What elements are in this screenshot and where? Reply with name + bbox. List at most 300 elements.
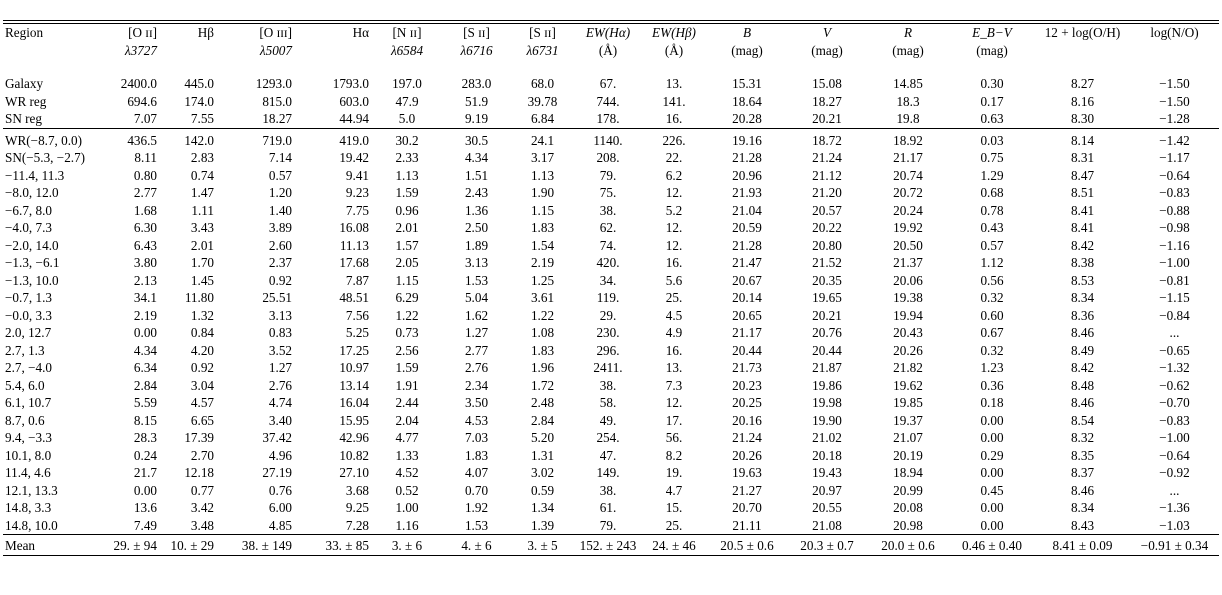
row-label: 11.4, 4.6 bbox=[5, 465, 51, 480]
table-cell: 0.76 bbox=[268, 482, 292, 498]
column-subheader: (mag) bbox=[731, 42, 763, 58]
table-cell: 0.00 bbox=[980, 500, 1004, 515]
table-row bbox=[3, 254, 1219, 272]
table-cell: 27.10 bbox=[339, 465, 369, 480]
table-cell: 0.32 bbox=[980, 342, 1004, 358]
table-cell: 20.55 bbox=[812, 500, 842, 515]
table-row bbox=[3, 110, 1219, 128]
table-cell: 1.89 bbox=[464, 237, 489, 253]
table-cell: 21.08 bbox=[812, 517, 842, 533]
table-cell: −0.64 bbox=[1159, 447, 1190, 463]
table-cell: 0.24 bbox=[133, 447, 157, 463]
table-cell: 1.83 bbox=[530, 342, 555, 358]
table-cell: 16. bbox=[665, 342, 683, 358]
table-cell: −1.50 bbox=[1159, 93, 1190, 109]
table-cell: 38. bbox=[599, 202, 617, 218]
table-cell: 20.5 ± 0.6 bbox=[707, 535, 787, 556]
table-cell: 0.36 bbox=[980, 377, 1004, 393]
table-cell: −1.00 bbox=[1159, 430, 1190, 445]
table-cell: 815.0 bbox=[262, 93, 292, 109]
table-row bbox=[3, 93, 1219, 111]
table-cell: 3.89 bbox=[268, 220, 292, 235]
table-cell: 1.31 bbox=[530, 447, 555, 463]
table-cell: 20.59 bbox=[732, 220, 762, 235]
table-cell: 19.86 bbox=[812, 377, 842, 393]
table-cell: 18.94 bbox=[893, 465, 923, 480]
table-cell: 15.31 bbox=[732, 76, 762, 91]
table-cell: 20.35 bbox=[812, 272, 842, 288]
table-cell: 21.11 bbox=[732, 517, 762, 533]
table-cell: 0.92 bbox=[268, 272, 292, 288]
table-cell: 8.41 bbox=[1070, 220, 1095, 235]
column-header: [S ɪɪ] bbox=[529, 25, 556, 40]
table-cell: 8.46 bbox=[1070, 482, 1095, 498]
table-cell: 4.96 bbox=[268, 447, 292, 463]
table-cell: 0.32 bbox=[980, 290, 1004, 305]
table-cell: 67. bbox=[599, 76, 617, 91]
table-cell: 1.72 bbox=[530, 377, 555, 393]
row-label: −11.4, 11.3 bbox=[5, 167, 65, 183]
table-cell: −0.91 ± 0.34 bbox=[1130, 535, 1219, 556]
table-cell: 445.0 bbox=[184, 76, 214, 91]
table-cell: 2.83 bbox=[190, 150, 214, 165]
table-cell: 1.83 bbox=[530, 220, 555, 235]
table-cell: 21.93 bbox=[732, 185, 762, 200]
table-cell: 3.68 bbox=[345, 482, 369, 498]
table-cell: 20.67 bbox=[732, 272, 762, 288]
table-cell: 1.12 bbox=[980, 255, 1004, 270]
table-cell: 15.95 bbox=[339, 412, 369, 428]
table-cell: 0.17 bbox=[980, 93, 1004, 109]
table-cell: 19.42 bbox=[339, 150, 369, 165]
row-label: −1.3, 10.0 bbox=[5, 272, 59, 288]
table-cell: 4.77 bbox=[395, 430, 419, 445]
table-cell: 21.04 bbox=[732, 202, 762, 218]
table-cell: 0.73 bbox=[395, 325, 419, 340]
table-cell: 2.56 bbox=[395, 342, 419, 358]
table-cell: 8.32 bbox=[1070, 430, 1095, 445]
table-cell: 3.50 bbox=[464, 395, 489, 410]
table-cell: 48.51 bbox=[339, 290, 369, 305]
table-cell: 8.51 bbox=[1070, 185, 1095, 200]
table-cell: 4.57 bbox=[190, 395, 214, 410]
table-cell: 4.7 bbox=[665, 482, 683, 498]
table-cell: 1.11 bbox=[191, 202, 214, 218]
table-cell: 29. bbox=[599, 307, 617, 323]
table-cell: 20.0 ± 0.6 bbox=[867, 535, 949, 556]
table-cell: 0.70 bbox=[464, 482, 489, 498]
table-row bbox=[3, 324, 1219, 342]
table-cell: 2.48 bbox=[530, 395, 555, 410]
table-cell: 8.16 bbox=[1070, 93, 1095, 109]
table-cell: 20.44 bbox=[812, 342, 842, 358]
table-row bbox=[3, 412, 1219, 430]
table-row bbox=[3, 482, 1219, 500]
table-cell: 38. bbox=[599, 377, 617, 393]
table-cell: 17.68 bbox=[339, 255, 369, 270]
table-row bbox=[3, 447, 1219, 465]
column-subheader: λ6716 bbox=[460, 42, 493, 58]
column-subheader: λ3727 bbox=[124, 42, 157, 58]
table-cell: 11.80 bbox=[184, 290, 214, 305]
row-label: Galaxy bbox=[5, 76, 44, 91]
table-cell: 0.83 bbox=[268, 325, 292, 340]
table-cell: 19.43 bbox=[812, 465, 842, 480]
table-cell: 18.64 bbox=[732, 93, 762, 109]
row-label: −4.0, 7.3 bbox=[5, 220, 52, 235]
table-cell: 3.52 bbox=[268, 342, 292, 358]
table-cell: 8.14 bbox=[1035, 128, 1130, 149]
table-cell: 8.35 bbox=[1070, 447, 1095, 463]
column-subheader: λ5007 bbox=[259, 42, 292, 58]
table-cell: 16.08 bbox=[339, 220, 369, 235]
table-cell: 22. bbox=[665, 150, 683, 165]
row-label: SN reg bbox=[5, 111, 42, 126]
table-cell: 6.65 bbox=[190, 412, 214, 428]
table-cell: 1.23 bbox=[980, 360, 1004, 375]
table-cell: 5.0 bbox=[398, 111, 416, 126]
table-cell: 13.6 bbox=[133, 500, 157, 515]
column-header: B bbox=[742, 25, 752, 40]
row-label: 9.4, −3.3 bbox=[5, 430, 52, 445]
table-cell: 1140. bbox=[575, 128, 641, 149]
table-cell: −0.81 bbox=[1159, 272, 1190, 288]
table-cell: 12. bbox=[665, 220, 683, 235]
table-cell: 20.74 bbox=[893, 167, 923, 183]
table-cell: 0.00 bbox=[980, 517, 1004, 533]
table-cell: 8.46 bbox=[1070, 395, 1095, 410]
table-cell: 1.68 bbox=[133, 202, 157, 218]
table-row bbox=[3, 307, 1219, 325]
table-cell: 21.87 bbox=[812, 360, 842, 375]
table-cell: 1.39 bbox=[530, 517, 555, 533]
table-cell: 208. bbox=[596, 150, 620, 165]
table-cell: 21.52 bbox=[812, 255, 842, 270]
table-cell: 2.34 bbox=[464, 377, 489, 393]
table-cell: 8.47 bbox=[1070, 167, 1095, 183]
table-cell: 21.24 bbox=[732, 430, 762, 445]
table-cell: −1.17 bbox=[1159, 150, 1190, 165]
table-cell: 16.04 bbox=[339, 395, 369, 410]
table-cell: 1.70 bbox=[190, 255, 214, 270]
table-cell: 18.27 bbox=[262, 111, 292, 126]
table-cell: −1.00 bbox=[1159, 255, 1190, 270]
table-cell: 5.2 bbox=[665, 202, 683, 218]
table-cell: 20.21 bbox=[812, 307, 842, 323]
column-subheader: λ6731 bbox=[526, 42, 559, 58]
table-cell: 8.49 bbox=[1070, 342, 1095, 358]
table-cell: 12. bbox=[665, 237, 683, 253]
table-cell: 7.55 bbox=[190, 111, 214, 126]
table-cell: 6.34 bbox=[133, 360, 157, 375]
table-cell: 20.26 bbox=[732, 447, 762, 463]
column-header: R bbox=[903, 25, 913, 40]
table-cell: 226. bbox=[641, 128, 707, 149]
table-cell: 1.47 bbox=[190, 185, 214, 200]
table-row bbox=[3, 167, 1219, 185]
table-cell: 1.45 bbox=[190, 272, 214, 288]
table-row bbox=[3, 219, 1219, 237]
table-cell: 20.28 bbox=[732, 111, 762, 126]
table-cell: −0.64 bbox=[1159, 167, 1190, 183]
table-cell: 8.48 bbox=[1070, 377, 1095, 393]
table-cell: 20.44 bbox=[732, 342, 762, 358]
table-cell: 34. bbox=[599, 272, 617, 288]
table-cell: 8.41 bbox=[1070, 202, 1095, 218]
table-cell: 68.0 bbox=[530, 76, 555, 91]
column-subheader bbox=[159, 42, 216, 68]
table-cell: 4.20 bbox=[190, 342, 214, 358]
table-cell: 21.82 bbox=[893, 360, 923, 375]
table-row bbox=[3, 67, 1219, 93]
table-row bbox=[3, 394, 1219, 412]
table-cell: 2.76 bbox=[268, 377, 292, 393]
table-cell: 1.54 bbox=[530, 237, 555, 253]
table-cell: 19.8 bbox=[896, 111, 920, 126]
row-label: 12.1, 13.3 bbox=[5, 482, 58, 498]
table-cell: 2.76 bbox=[464, 360, 489, 375]
table-cell: 3. ± 6 bbox=[371, 535, 443, 556]
table-cell: 2.77 bbox=[133, 185, 157, 200]
table-cell: 0.78 bbox=[980, 202, 1004, 218]
table-cell: 4.74 bbox=[268, 395, 292, 410]
table-cell: −0.65 bbox=[1159, 342, 1190, 358]
table-cell: 0.03 bbox=[949, 128, 1035, 149]
table-cell: 20.80 bbox=[812, 237, 842, 253]
column-header: EW(Hα) bbox=[585, 25, 631, 40]
mean-section bbox=[3, 535, 1219, 556]
table-cell: 7.49 bbox=[133, 517, 157, 533]
table-cell: 2.37 bbox=[268, 255, 292, 270]
table-cell: −0.88 bbox=[1159, 202, 1190, 218]
table-cell: ... bbox=[1169, 325, 1180, 340]
table-cell: 1.96 bbox=[530, 360, 555, 375]
row-label: −0.7, 1.3 bbox=[5, 290, 52, 305]
table-cell: 17. bbox=[665, 412, 683, 428]
table-cell: 1.33 bbox=[395, 447, 419, 463]
column-header: Hβ bbox=[197, 25, 214, 40]
table-cell: 0.75 bbox=[980, 150, 1004, 165]
table-cell: 1.15 bbox=[395, 272, 419, 288]
table-cell: 0.68 bbox=[980, 185, 1004, 200]
table-cell: 15.08 bbox=[812, 76, 842, 91]
table-cell: 4.85 bbox=[268, 517, 292, 533]
table-cell: 20.18 bbox=[812, 447, 842, 463]
table-cell: 25.51 bbox=[262, 290, 292, 305]
table-cell: 29. ± 94 bbox=[107, 535, 159, 556]
table-cell: 1.20 bbox=[268, 185, 292, 200]
table-cell: 21.12 bbox=[812, 167, 842, 183]
table-cell: 38. bbox=[599, 482, 617, 498]
table-cell: 2.05 bbox=[395, 255, 419, 270]
table-cell: 0.84 bbox=[190, 325, 214, 340]
regions-section bbox=[3, 128, 1219, 535]
table-cell: 20.23 bbox=[732, 377, 762, 393]
table-cell: 20.3 ± 0.7 bbox=[787, 535, 867, 556]
table-cell: 20.22 bbox=[812, 220, 842, 235]
row-label: 5.4, 6.0 bbox=[5, 377, 45, 393]
table-cell: 17.39 bbox=[184, 430, 214, 445]
table-cell: 8.34 bbox=[1070, 290, 1095, 305]
table-cell: 1.57 bbox=[395, 237, 419, 253]
table-cell: 20.50 bbox=[893, 237, 923, 253]
table-cell: 197.0 bbox=[392, 76, 422, 91]
table-cell: 30.5 bbox=[443, 128, 510, 149]
table-cell: 20.24 bbox=[893, 202, 923, 218]
table-cell: 0.57 bbox=[268, 167, 292, 183]
table-cell: 8.41 ± 0.09 bbox=[1035, 535, 1130, 556]
table-cell: 1.62 bbox=[464, 307, 489, 323]
table-cell: 5.6 bbox=[665, 272, 683, 288]
table-row bbox=[3, 128, 1219, 149]
table-cell: 8.37 bbox=[1070, 465, 1095, 480]
table-cell: 3.42 bbox=[190, 500, 214, 515]
table-cell: 20.08 bbox=[893, 500, 923, 515]
table-cell: 7.28 bbox=[345, 517, 369, 533]
table-cell: 20.96 bbox=[732, 167, 762, 183]
table-cell: 19. bbox=[665, 465, 683, 480]
table-cell: 296. bbox=[596, 342, 620, 358]
table-cell: 436.5 bbox=[107, 128, 159, 149]
column-subheader: (mag) bbox=[892, 42, 924, 58]
table-cell: 6.00 bbox=[268, 500, 292, 515]
table-cell: 0.67 bbox=[980, 325, 1004, 340]
table-cell: −1.03 bbox=[1159, 517, 1190, 533]
table-cell: 719.0 bbox=[216, 128, 294, 149]
table-cell: 1.27 bbox=[464, 325, 489, 340]
table-cell: 20.72 bbox=[893, 185, 923, 200]
table-cell: 1.36 bbox=[464, 202, 489, 218]
table-cell: −1.28 bbox=[1159, 111, 1190, 126]
table-cell: 8.46 bbox=[1070, 325, 1095, 340]
table-row bbox=[3, 429, 1219, 447]
table-cell: 18.92 bbox=[867, 128, 949, 149]
table-cell: 1.22 bbox=[395, 307, 419, 323]
table-cell: 3.13 bbox=[464, 255, 489, 270]
table-cell: 0.00 bbox=[980, 430, 1004, 445]
table-header bbox=[3, 20, 1219, 67]
table-cell: 20.98 bbox=[893, 517, 923, 533]
row-label: −1.3, −6.1 bbox=[5, 255, 60, 270]
table-cell: 1.40 bbox=[268, 202, 292, 218]
table-cell: 1.08 bbox=[530, 325, 555, 340]
table-cell: 17.25 bbox=[339, 342, 369, 358]
table-cell: 3.04 bbox=[190, 377, 214, 393]
table-cell: 49. bbox=[599, 412, 617, 428]
table-cell: 1793.0 bbox=[332, 76, 369, 91]
table-cell: 33. ± 85 bbox=[294, 535, 371, 556]
column-header: [O ɪɪɪ] bbox=[259, 25, 292, 40]
table-cell: 1.32 bbox=[190, 307, 214, 323]
table-cell: 2.43 bbox=[464, 185, 489, 200]
table-cell: 1.13 bbox=[530, 167, 555, 183]
row-label: WR reg bbox=[5, 93, 47, 109]
table-cell: 18.3 bbox=[896, 93, 920, 109]
table-cell: 1.00 bbox=[395, 500, 419, 515]
table-cell: 7.07 bbox=[133, 111, 157, 126]
table-cell: 19.65 bbox=[812, 290, 842, 305]
table-cell: 19.62 bbox=[893, 377, 923, 393]
table-cell: 20.16 bbox=[732, 412, 762, 428]
table-cell: 25. bbox=[665, 517, 683, 533]
table-cell: 0.46 ± 0.40 bbox=[949, 535, 1035, 556]
table-row bbox=[3, 342, 1219, 360]
table-cell: 230. bbox=[596, 325, 620, 340]
table-cell: 9.41 bbox=[345, 167, 369, 183]
table-cell: 21.28 bbox=[732, 150, 762, 165]
table-cell: 8.38 bbox=[1070, 255, 1095, 270]
table-cell: 174.0 bbox=[184, 93, 214, 109]
table-cell: 283.0 bbox=[461, 76, 492, 91]
table-cell: 11.13 bbox=[339, 237, 369, 253]
table-cell: 141. bbox=[662, 93, 686, 109]
table-cell: 5.59 bbox=[133, 395, 157, 410]
table-cell: 7.3 bbox=[665, 377, 683, 393]
table-cell: 0.18 bbox=[980, 395, 1004, 410]
table-cell: 0.96 bbox=[395, 202, 419, 218]
table-cell: 19.90 bbox=[812, 412, 842, 428]
table-cell: 2.19 bbox=[133, 307, 157, 323]
column-header: E_B−V bbox=[972, 25, 1012, 40]
column-header: Region bbox=[5, 25, 44, 40]
table-cell: 0.52 bbox=[395, 482, 419, 498]
table-cell: 21.17 bbox=[893, 150, 923, 165]
table-cell: 1.92 bbox=[464, 500, 489, 515]
table-cell: 1.13 bbox=[395, 167, 419, 183]
table-cell: 10. ± 29 bbox=[159, 535, 216, 556]
table-cell: 13. bbox=[665, 76, 683, 91]
table-cell: 20.25 bbox=[732, 395, 762, 410]
row-label: −2.0, 14.0 bbox=[5, 237, 59, 253]
table-cell: 9.25 bbox=[345, 500, 369, 515]
column-header: EW(Hβ) bbox=[652, 25, 696, 40]
column-subheader: (mag) bbox=[976, 42, 1008, 58]
table-cell: −0.84 bbox=[1159, 307, 1190, 323]
table-cell: −1.32 bbox=[1159, 360, 1190, 375]
table-cell: 42.96 bbox=[339, 430, 369, 445]
row-label: Mean bbox=[3, 535, 107, 556]
table-cell: 8.43 bbox=[1070, 517, 1095, 533]
table-cell: 7.14 bbox=[268, 150, 292, 165]
table-cell: 2.84 bbox=[530, 412, 555, 428]
table-cell: 119. bbox=[596, 290, 620, 305]
table-cell: 0.77 bbox=[190, 482, 214, 498]
table-cell: 4.34 bbox=[133, 342, 157, 358]
table-row bbox=[3, 359, 1219, 377]
table-cell: 8.11 bbox=[134, 150, 157, 165]
column-header: [N ɪɪ] bbox=[392, 25, 422, 40]
row-label: −8.0, 12.0 bbox=[5, 185, 59, 200]
row-label: 10.1, 8.0 bbox=[5, 447, 52, 463]
column-subheader: (Å) bbox=[598, 42, 618, 58]
table-cell: 16. bbox=[665, 255, 683, 270]
table-cell: 0.00 bbox=[980, 465, 1004, 480]
table-cell: −1.15 bbox=[1159, 290, 1190, 305]
table-cell: 12. bbox=[665, 185, 683, 200]
table-cell: 20.76 bbox=[812, 325, 842, 340]
table-cell: 21.7 bbox=[133, 465, 157, 480]
table-cell: 9.19 bbox=[464, 111, 489, 126]
table-cell: 1.59 bbox=[395, 185, 419, 200]
table-cell: 21.37 bbox=[893, 255, 923, 270]
table-cell: 8.42 bbox=[1070, 237, 1095, 253]
table-cell: 0.00 bbox=[980, 412, 1004, 428]
table-cell: 10.97 bbox=[339, 360, 369, 375]
table-row bbox=[3, 464, 1219, 482]
table-row bbox=[3, 377, 1219, 395]
table-cell: 79. bbox=[599, 517, 617, 533]
table-cell: 20.19 bbox=[893, 447, 923, 463]
